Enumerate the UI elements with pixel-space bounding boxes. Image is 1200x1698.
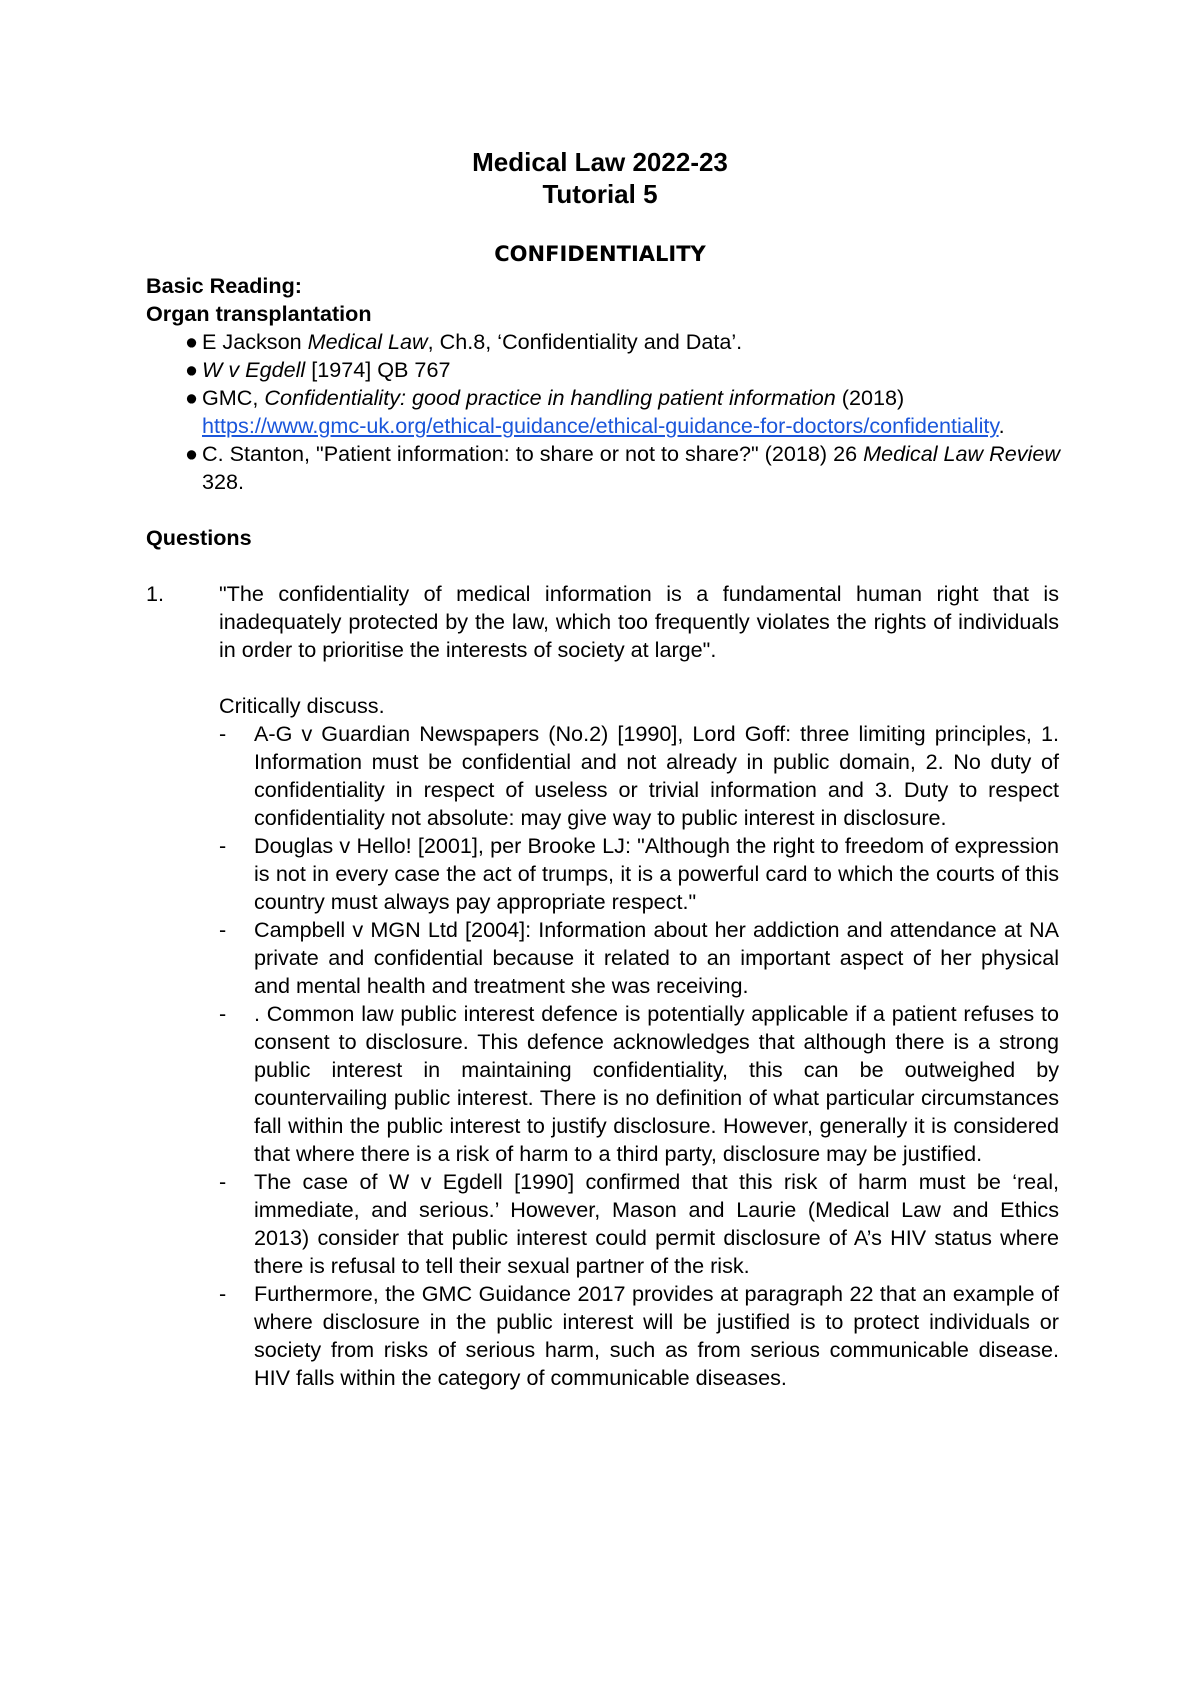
gmc-guidance-link[interactable]: https://www.gmc-uk.org/ethical-guidance/ethical-guidance-for-doctors/confidentiality bbox=[202, 413, 999, 438]
reading-item-italic: Medical Law Review bbox=[863, 441, 1060, 466]
question-item bbox=[146, 580, 1062, 1392]
dash-bullet: - bbox=[219, 1281, 227, 1306]
topic-heading: CONFIDENTIALITY bbox=[494, 242, 706, 266]
dash-bullet: - bbox=[219, 721, 227, 746]
document-subtitle: Tutorial 5 bbox=[542, 179, 658, 209]
dash-bullet: - bbox=[219, 917, 227, 942]
dash-bullet: - bbox=[219, 1001, 227, 1026]
bullet-icon: ● bbox=[185, 441, 199, 466]
title-block bbox=[0, 146, 1200, 210]
discussion-point: - A-G v Guardian Newspapers (No.2) [1990], Lord Goff: three limiting principles, 1. Information must be confidential and not already in public domain, 2. No duty of confidentiality in respect of useless or trivial information and 3. Duty to respect confidentiality not absolute: may give way to public interest in disclosure. bbox=[219, 721, 1059, 830]
reading-heading: Basic Reading: bbox=[146, 273, 302, 298]
question-instruction: Critically discuss. bbox=[219, 693, 385, 718]
reading-item: ● C. Stanton, "Patient information: to share or not to share?" (2018) 26 Medical Law Review 328. bbox=[185, 441, 1060, 494]
dash-bullet: - bbox=[219, 833, 227, 858]
dash-bullet: - bbox=[219, 1169, 227, 1194]
reading-item-italic: W v Egdell bbox=[202, 357, 306, 382]
reading-list bbox=[146, 328, 1062, 496]
reading-subheading: Organ transplantation bbox=[146, 301, 372, 326]
reading-item-italic: Medical Law bbox=[307, 329, 428, 354]
reading-item: ● GMC, Confidentiality: good practice in handling patient information (2018) https://www.gmc-uk.org/ethical-guidance/ethical-guidance-for-doctors/confidentiality. bbox=[185, 385, 1005, 438]
document-title: Medical Law 2022-23 bbox=[472, 147, 728, 177]
reading-item: ● E Jackson Medical Law, Ch.8, ‘Confidentiality and Data’. bbox=[185, 329, 743, 354]
question-number: 1. bbox=[146, 581, 165, 606]
discussion-point: - Douglas v Hello! [2001], per Brooke LJ: "Although the right to freedom of expression is not in every case the act of trumps, it is a powerful card to which the courts of this country must always pay appropriate respect." bbox=[219, 833, 1059, 914]
bullet-icon: ● bbox=[185, 329, 199, 354]
question-text: "The confidentiality of medical information is a fundamental human right that is inadequately protected by the law, which too frequently violates the rights of individuals in order to prioritise the interests of society at large". bbox=[219, 581, 1059, 662]
discussion-points bbox=[219, 720, 1059, 1392]
reading-item: ● W v Egdell [1974] QB 767 bbox=[185, 357, 451, 382]
discussion-point: - Campbell v MGN Ltd [2004]: Information about her addiction and attendance at NA private and confidential because it related to an important aspect of her physical and mental health and treatment she was receiving. bbox=[219, 917, 1059, 998]
discussion-point: - . Common law public interest defence is potentially applicable if a patient refuses to consent to disclosure. This defence acknowledges that although there is a strong public interest in maintaining confidentiality, this can be outweighed by countervailing public interest. There is no definition of what particular circumstances fall within the public interest to justify disclosure. However, generally it is considered that where there is a risk of harm to a third party, disclosure may be justified. bbox=[219, 1001, 1059, 1166]
document-body bbox=[146, 272, 1062, 1392]
bullet-icon: ● bbox=[185, 357, 199, 382]
questions-heading: Questions bbox=[146, 525, 252, 550]
discussion-point: - Furthermore, the GMC Guidance 2017 provides at paragraph 22 that an example of where disclosure in the public interest will be justified is to protect individuals or society from risks of serious harm, such as from serious communicable disease. HIV falls within the category of communicable diseases. bbox=[219, 1281, 1059, 1390]
reading-item-italic: Confidentiality: good practice in handling patient information bbox=[264, 385, 836, 410]
bullet-icon: ● bbox=[185, 385, 199, 410]
discussion-point: - The case of W v Egdell [1990] confirmed that this risk of harm must be ‘real, immediate, and serious.’ However, Mason and Laurie (Medical Law and Ethics 2013) consider that public interest could permit disclosure of A’s HIV status where there is refusal to tell their sexual partner of the risk. bbox=[219, 1169, 1059, 1278]
